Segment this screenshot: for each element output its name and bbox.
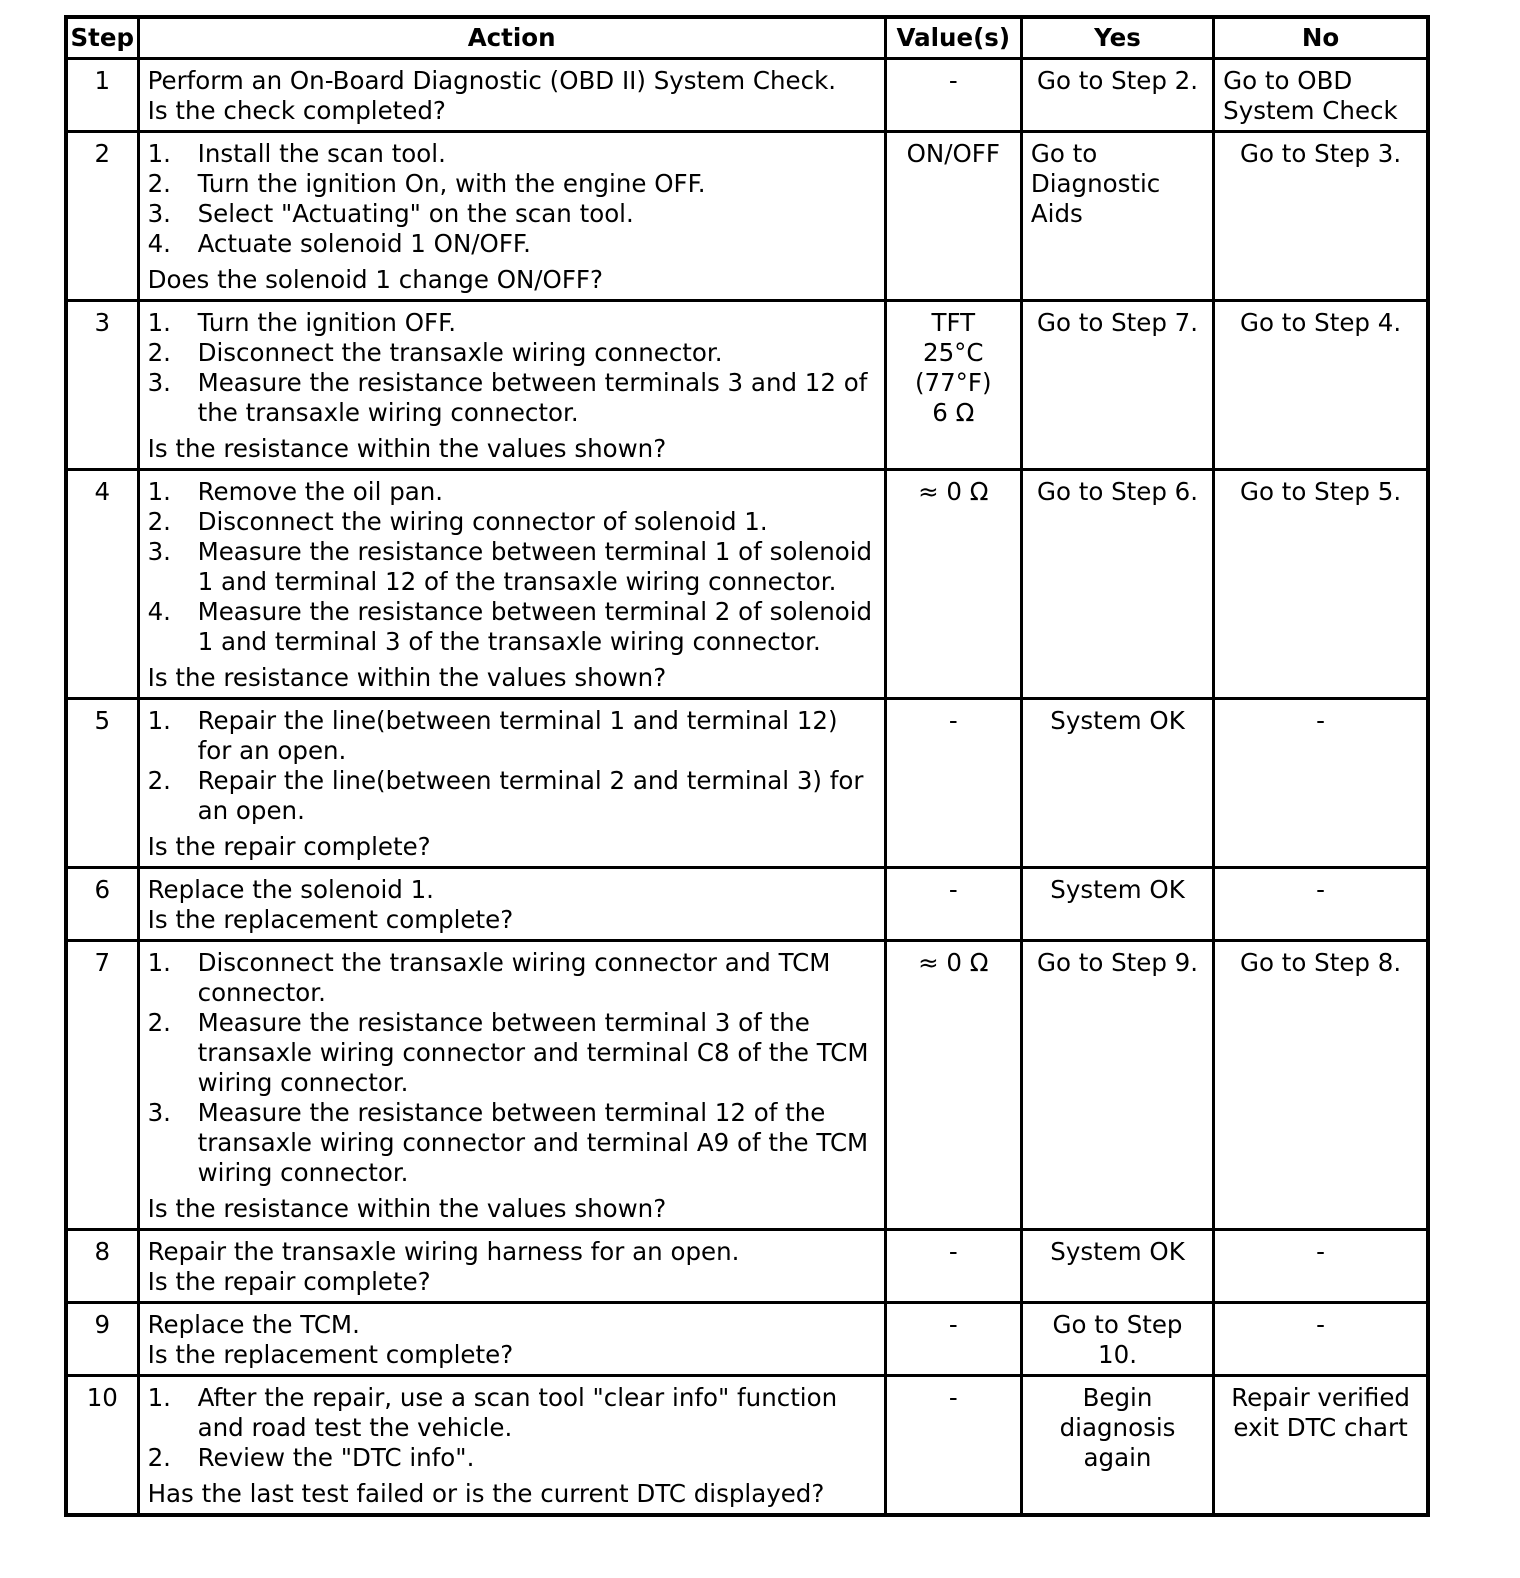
action-cell bbox=[138, 59, 885, 132]
item-number: 2. bbox=[147, 766, 171, 795]
yes-line: System OK bbox=[1050, 1237, 1185, 1266]
no-cell bbox=[1214, 132, 1428, 301]
action-line: Is the replacement complete? bbox=[147, 905, 514, 934]
item-number: 2. bbox=[147, 338, 171, 367]
item-number: 1. bbox=[147, 477, 171, 506]
yes-line: diagnosis bbox=[1059, 1413, 1176, 1442]
value-cell bbox=[885, 59, 1021, 132]
action-line: Is the replacement complete? bbox=[147, 1340, 514, 1369]
item-number: 4. bbox=[147, 597, 171, 626]
item-number: 3. bbox=[147, 1098, 171, 1127]
yes-cell bbox=[1021, 1230, 1213, 1303]
item-text: Disconnect the wiring connector of solenoid 1. bbox=[197, 507, 768, 536]
yes-cell bbox=[1021, 132, 1213, 301]
table-row bbox=[66, 1376, 1428, 1516]
action-question: Is the resistance within the values shown? bbox=[147, 434, 667, 463]
no-cell bbox=[1214, 1303, 1428, 1376]
table-body bbox=[66, 59, 1428, 1516]
yes-cell bbox=[1021, 699, 1213, 868]
item-text: Repair the line(between terminal 2 and terminal 3) for an open. bbox=[197, 766, 864, 825]
no-line: - bbox=[1316, 706, 1325, 735]
table-row bbox=[66, 699, 1428, 868]
no-cell bbox=[1214, 941, 1428, 1230]
yes-cell bbox=[1021, 1376, 1213, 1516]
item-text: Remove the oil pan. bbox=[197, 477, 444, 506]
item-text: Select "Actuating" on the scan tool. bbox=[197, 199, 634, 228]
action-question: Has the last test failed or is the current DTC displayed? bbox=[147, 1479, 825, 1508]
item-number: 1. bbox=[147, 1383, 171, 1412]
action-cell bbox=[138, 470, 885, 699]
yes-line: System OK bbox=[1050, 706, 1185, 735]
item-number: 2. bbox=[147, 1443, 171, 1472]
step-number: 4 bbox=[66, 470, 138, 699]
table-row bbox=[66, 301, 1428, 470]
item-text: Disconnect the transaxle wiring connector. bbox=[197, 338, 723, 367]
action-cell bbox=[138, 1303, 885, 1376]
no-line: Go to Step 3. bbox=[1240, 139, 1402, 168]
step-number: 6 bbox=[66, 868, 138, 941]
header-no: No bbox=[1214, 17, 1428, 59]
action-step-item bbox=[148, 766, 876, 826]
no-line: System Check bbox=[1223, 96, 1398, 125]
yes-cell bbox=[1021, 59, 1213, 132]
action-line: Repair the transaxle wiring harness for an open. bbox=[147, 1237, 740, 1266]
action-step-item bbox=[148, 507, 876, 537]
table-row bbox=[66, 59, 1428, 132]
action-step-item bbox=[148, 169, 876, 199]
item-text: Measure the resistance between terminal 3 of the transaxle wiring connector and terminal C8 of the TCM wiring connector. bbox=[197, 1008, 869, 1097]
action-step-item bbox=[148, 229, 876, 259]
action-step-item bbox=[148, 477, 876, 507]
step-number: 7 bbox=[66, 941, 138, 1230]
action-cell bbox=[138, 1376, 885, 1516]
yes-line: Go to bbox=[1030, 139, 1098, 168]
no-line: - bbox=[1316, 1237, 1325, 1266]
action-line: Is the check completed? bbox=[147, 96, 446, 125]
no-cell bbox=[1214, 59, 1428, 132]
value-line: - bbox=[948, 1383, 958, 1412]
no-cell bbox=[1214, 470, 1428, 699]
item-number: 1. bbox=[147, 948, 171, 977]
item-text: After the repair, use a scan tool "clear info" function and road test the vehicle. bbox=[197, 1383, 838, 1442]
action-step-item bbox=[148, 1383, 876, 1443]
yes-line: Go to Step 2. bbox=[1036, 66, 1199, 95]
value-cell bbox=[885, 132, 1021, 301]
action-cell bbox=[138, 301, 885, 470]
value-cell bbox=[885, 1303, 1021, 1376]
item-text: Install the scan tool. bbox=[197, 139, 446, 168]
table-row bbox=[66, 1303, 1428, 1376]
table-row bbox=[66, 941, 1428, 1230]
item-text: Measure the resistance between terminal 12 of the transaxle wiring connector and terminal A9 of the TCM wiring connector. bbox=[197, 1098, 869, 1187]
action-step-item bbox=[148, 597, 876, 657]
yes-cell bbox=[1021, 868, 1213, 941]
value-line: - bbox=[948, 875, 958, 904]
yes-line: Go to Step 6. bbox=[1036, 477, 1199, 506]
step-number: 5 bbox=[66, 699, 138, 868]
yes-line: 10. bbox=[1098, 1340, 1137, 1369]
item-number: 3. bbox=[147, 537, 171, 566]
no-cell bbox=[1214, 699, 1428, 868]
value-line: - bbox=[948, 1310, 958, 1339]
yes-cell bbox=[1021, 941, 1213, 1230]
item-text: Turn the ignition On, with the engine OFF. bbox=[197, 169, 706, 198]
yes-line: Go to Step 9. bbox=[1036, 948, 1199, 977]
item-text: Measure the resistance between terminal 2 of solenoid 1 and terminal 3 of the transaxle wiring connector. bbox=[197, 597, 873, 656]
item-number: 1. bbox=[147, 308, 171, 337]
action-cell bbox=[138, 699, 885, 868]
action-line: Replace the TCM. bbox=[147, 1310, 360, 1339]
no-cell bbox=[1214, 868, 1428, 941]
item-number: 2. bbox=[147, 507, 171, 536]
table-row bbox=[66, 1230, 1428, 1303]
no-line: Repair verified bbox=[1231, 1383, 1410, 1412]
action-step-item bbox=[148, 338, 876, 368]
action-step-item bbox=[148, 1098, 876, 1188]
header-yes: Yes bbox=[1021, 17, 1213, 59]
yes-line: again bbox=[1083, 1443, 1152, 1472]
item-text: Review the "DTC info". bbox=[197, 1443, 475, 1472]
yes-line: Go to Step bbox=[1052, 1310, 1183, 1339]
value-line: - bbox=[948, 1237, 958, 1266]
item-number: 3. bbox=[147, 368, 171, 397]
no-cell bbox=[1214, 1376, 1428, 1516]
value-cell bbox=[885, 1376, 1021, 1516]
action-step-item bbox=[148, 199, 876, 229]
header-values: Value(s) bbox=[885, 17, 1021, 59]
no-line: Go to Step 5. bbox=[1240, 477, 1402, 506]
value-line: ≈ 0 Ω bbox=[918, 477, 989, 506]
item-number: 3. bbox=[147, 199, 171, 228]
table-row bbox=[66, 132, 1428, 301]
action-question: Does the solenoid 1 change ON/OFF? bbox=[147, 265, 604, 294]
step-number: 9 bbox=[66, 1303, 138, 1376]
no-line: exit DTC chart bbox=[1233, 1413, 1408, 1442]
value-cell bbox=[885, 868, 1021, 941]
value-line: - bbox=[948, 66, 958, 95]
value-line: TFT bbox=[931, 308, 976, 337]
value-cell bbox=[885, 941, 1021, 1230]
action-line: Perform an On-Board Diagnostic (OBD II) System Check. bbox=[147, 66, 837, 95]
table-row bbox=[66, 868, 1428, 941]
item-text: Disconnect the transaxle wiring connector and TCM connector. bbox=[197, 948, 831, 1007]
no-line: Go to OBD bbox=[1223, 66, 1353, 95]
action-step-item bbox=[148, 1008, 876, 1098]
no-cell bbox=[1214, 301, 1428, 470]
no-line: Go to Step 4. bbox=[1240, 308, 1402, 337]
table-row bbox=[66, 470, 1428, 699]
no-cell bbox=[1214, 1230, 1428, 1303]
item-text: Repair the line(between terminal 1 and terminal 12) for an open. bbox=[197, 706, 838, 765]
action-cell bbox=[138, 868, 885, 941]
item-text: Measure the resistance between terminals 3 and 12 of the transaxle wiring connector. bbox=[197, 368, 868, 427]
action-cell bbox=[138, 132, 885, 301]
action-question: Is the resistance within the values shown? bbox=[147, 663, 667, 692]
item-number: 2. bbox=[147, 1008, 171, 1037]
item-number: 1. bbox=[147, 139, 171, 168]
action-cell bbox=[138, 1230, 885, 1303]
action-question: Is the resistance within the values shown? bbox=[147, 1194, 667, 1223]
item-number: 1. bbox=[147, 706, 171, 735]
value-line: 25°C bbox=[923, 338, 984, 367]
action-question: Is the repair complete? bbox=[147, 832, 431, 861]
step-number: 2 bbox=[66, 132, 138, 301]
yes-line: Aids bbox=[1030, 199, 1083, 228]
no-line: - bbox=[1316, 875, 1325, 904]
action-step-item bbox=[148, 537, 876, 597]
no-line: Go to Step 8. bbox=[1240, 948, 1402, 977]
item-text: Turn the ignition OFF. bbox=[197, 308, 457, 337]
action-step-item bbox=[148, 308, 876, 338]
step-number: 8 bbox=[66, 1230, 138, 1303]
value-cell bbox=[885, 470, 1021, 699]
value-cell bbox=[885, 301, 1021, 470]
value-cell bbox=[885, 1230, 1021, 1303]
value-line: - bbox=[948, 706, 958, 735]
step-number: 3 bbox=[66, 301, 138, 470]
yes-cell bbox=[1021, 1303, 1213, 1376]
action-step-item bbox=[148, 948, 876, 1008]
action-line: Is the repair complete? bbox=[147, 1267, 431, 1296]
item-number: 4. bbox=[147, 229, 171, 258]
item-text: Actuate solenoid 1 ON/OFF. bbox=[197, 229, 531, 258]
yes-cell bbox=[1021, 301, 1213, 470]
diagnostic-table bbox=[64, 15, 1430, 1517]
action-step-item bbox=[148, 706, 876, 766]
value-line: ≈ 0 Ω bbox=[918, 948, 989, 977]
item-text: Measure the resistance between terminal 1 of solenoid 1 and terminal 12 of the transaxle wiring connector. bbox=[197, 537, 873, 596]
header-action: Action bbox=[138, 17, 885, 59]
yes-line: Begin bbox=[1082, 1383, 1153, 1412]
step-number: 10 bbox=[66, 1376, 138, 1516]
no-line: - bbox=[1316, 1310, 1325, 1339]
action-step-item bbox=[148, 139, 876, 169]
yes-cell bbox=[1021, 470, 1213, 699]
yes-line: Diagnostic bbox=[1030, 169, 1161, 198]
value-line: (77°F) bbox=[914, 368, 992, 397]
item-number: 2. bbox=[147, 169, 171, 198]
action-step-item bbox=[148, 368, 876, 428]
header-row bbox=[66, 17, 1428, 59]
header-step: Step bbox=[66, 17, 138, 59]
action-step-item bbox=[148, 1443, 876, 1473]
action-cell bbox=[138, 941, 885, 1230]
action-line: Replace the solenoid 1. bbox=[147, 875, 434, 904]
value-cell bbox=[885, 699, 1021, 868]
value-line: ON/OFF bbox=[906, 139, 1000, 168]
value-line: 6 Ω bbox=[932, 398, 975, 427]
yes-line: System OK bbox=[1050, 875, 1185, 904]
yes-line: Go to Step 7. bbox=[1036, 308, 1199, 337]
step-number: 1 bbox=[66, 59, 138, 132]
